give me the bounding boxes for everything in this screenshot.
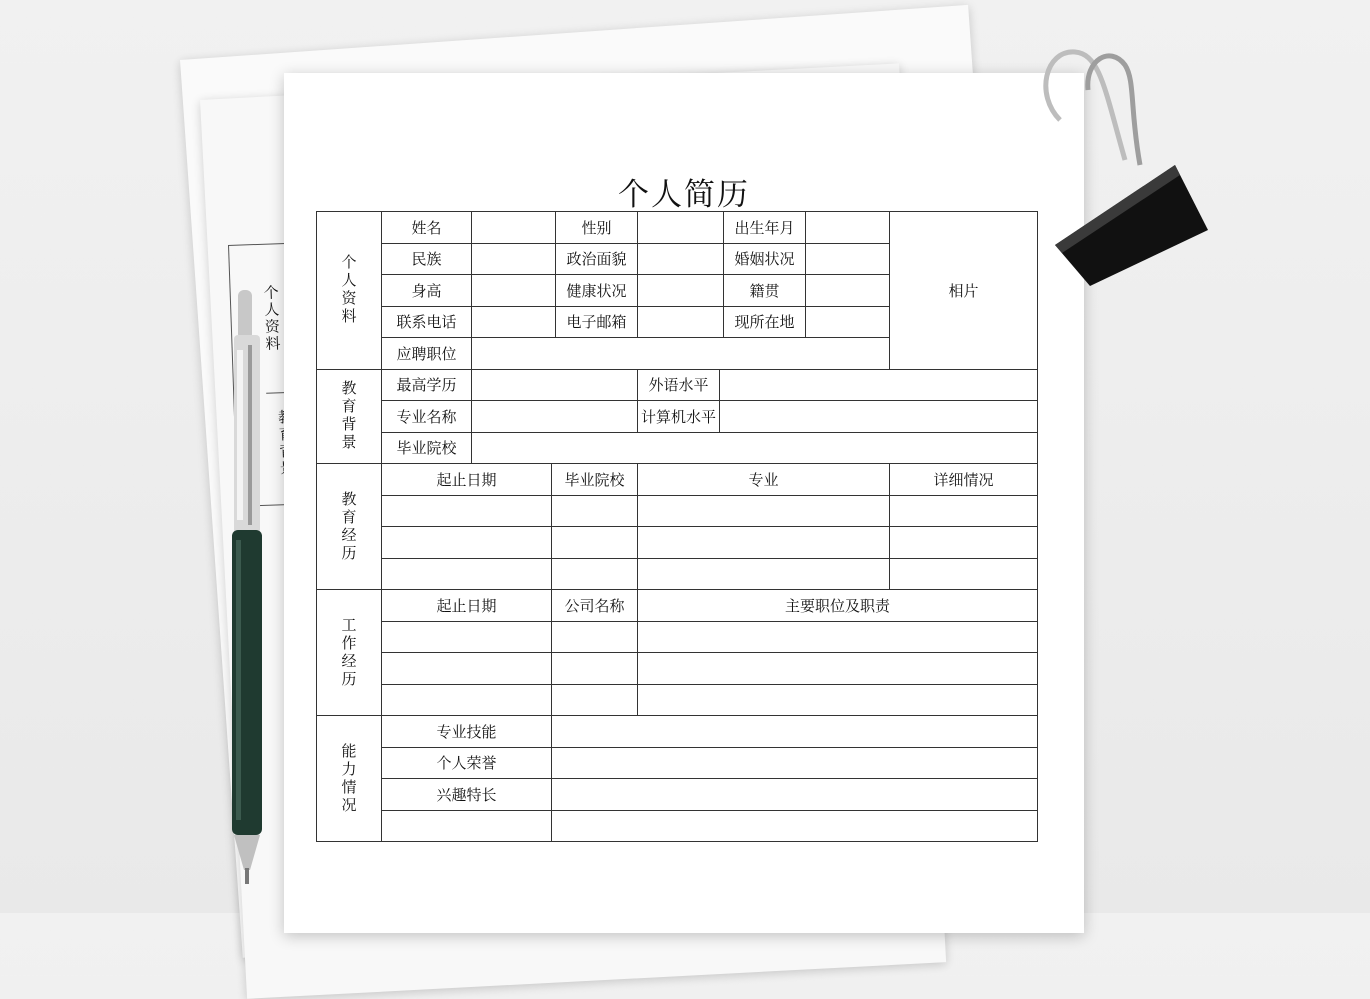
cell-edu-dates[interactable] (382, 558, 552, 590)
label-skills: 专业技能 (382, 716, 552, 748)
table-row (317, 495, 1038, 527)
field-gender[interactable] (638, 212, 724, 244)
label-degree: 最高学历 (382, 369, 472, 401)
cell-edu-details[interactable] (890, 495, 1038, 527)
table-row (317, 684, 1038, 716)
field-cut-off[interactable] (552, 810, 1038, 842)
field-health[interactable] (638, 275, 724, 307)
table-row (317, 432, 1038, 464)
field-name[interactable] (472, 212, 556, 244)
table-row (317, 558, 1038, 590)
label-ethnicity: 民族 (382, 243, 472, 275)
header-edu-dates: 起止日期 (382, 464, 552, 496)
field-birth[interactable] (806, 212, 890, 244)
cell-edu-school[interactable] (552, 527, 638, 559)
label-language: 外语水平 (638, 369, 720, 401)
cell-edu-major[interactable] (638, 527, 890, 559)
header-work-duties: 主要职位及职责 (638, 590, 1038, 622)
field-position[interactable] (472, 338, 890, 370)
label-health: 健康状况 (556, 275, 638, 307)
label-cut-off (382, 810, 552, 842)
field-major[interactable] (472, 401, 638, 433)
table-row (317, 653, 1038, 685)
table-row (317, 527, 1038, 559)
field-height[interactable] (472, 275, 556, 307)
label-gender: 性别 (556, 212, 638, 244)
header-work-company: 公司名称 (552, 590, 638, 622)
label-birth: 出生年月 (724, 212, 806, 244)
cell-edu-school[interactable] (552, 495, 638, 527)
label-school: 毕业院校 (382, 432, 472, 464)
field-skills[interactable] (552, 716, 1038, 748)
field-politics[interactable] (638, 243, 724, 275)
resume-table (316, 211, 1038, 842)
cell-edu-major[interactable] (638, 558, 890, 590)
page-title: 个人简历 (618, 177, 750, 213)
cell-work-company[interactable] (552, 684, 638, 716)
field-phone[interactable] (472, 306, 556, 338)
label-major: 专业名称 (382, 401, 472, 433)
field-hometown[interactable] (806, 275, 890, 307)
header-edu-major: 专业 (638, 464, 890, 496)
binder-clip-icon (1030, 40, 1220, 300)
field-honors[interactable] (552, 747, 1038, 779)
field-interests[interactable] (552, 779, 1038, 811)
label-computer: 计算机水平 (638, 401, 720, 433)
label-hometown: 籍贯 (724, 275, 806, 307)
cell-edu-major[interactable] (638, 495, 890, 527)
table-row (317, 779, 1038, 811)
table-row (317, 369, 1038, 401)
label-residence: 现所在地 (724, 306, 806, 338)
label-name: 姓名 (382, 212, 472, 244)
table-row (317, 212, 1038, 244)
category-education-background: 教育背景 (317, 369, 382, 464)
field-school[interactable] (472, 432, 1038, 464)
field-marital[interactable] (806, 243, 890, 275)
cell-edu-dates[interactable] (382, 495, 552, 527)
cell-edu-details[interactable] (890, 558, 1038, 590)
header-edu-school: 毕业院校 (552, 464, 638, 496)
table-row (317, 621, 1038, 653)
category-work-history: 工作经历 (317, 590, 382, 716)
table-row (317, 747, 1038, 779)
cell-work-duties[interactable] (638, 653, 1038, 685)
cell-work-dates[interactable] (382, 653, 552, 685)
cell-work-company[interactable] (552, 621, 638, 653)
category-personal: 个人资料 (317, 212, 382, 370)
field-language[interactable] (720, 369, 1038, 401)
table-row (317, 464, 1038, 496)
header-edu-details: 详细情况 (890, 464, 1038, 496)
cell-edu-school[interactable] (552, 558, 638, 590)
resume-page (284, 73, 1084, 933)
field-degree[interactable] (472, 369, 638, 401)
table-row (317, 590, 1038, 622)
label-honors: 个人荣誉 (382, 747, 552, 779)
cell-work-duties[interactable] (638, 684, 1038, 716)
label-height: 身高 (382, 275, 472, 307)
cell-work-dates[interactable] (382, 684, 552, 716)
field-ethnicity[interactable] (472, 243, 556, 275)
table-row (317, 810, 1038, 842)
pen-icon (228, 290, 268, 890)
cell-edu-details[interactable] (890, 527, 1038, 559)
header-work-dates: 起止日期 (382, 590, 552, 622)
table-row (317, 716, 1038, 748)
table-row (317, 401, 1038, 433)
field-email[interactable] (638, 306, 724, 338)
category-education-history: 教育经历 (317, 464, 382, 590)
cell-work-company[interactable] (552, 653, 638, 685)
cell-work-dates[interactable] (382, 621, 552, 653)
category-abilities: 能力情况 (317, 716, 382, 842)
field-computer[interactable] (720, 401, 1038, 433)
cell-edu-dates[interactable] (382, 527, 552, 559)
label-email: 电子邮箱 (556, 306, 638, 338)
label-position: 应聘职位 (382, 338, 472, 370)
label-phone: 联系电话 (382, 306, 472, 338)
label-interests: 兴趣特长 (382, 779, 552, 811)
back-label-personal: 个人资料 (261, 284, 282, 353)
photo-box[interactable]: 相片 (890, 212, 1038, 370)
label-politics: 政治面貌 (556, 243, 638, 275)
label-marital: 婚姻状况 (724, 243, 806, 275)
field-residence[interactable] (806, 306, 890, 338)
cell-work-duties[interactable] (638, 621, 1038, 653)
